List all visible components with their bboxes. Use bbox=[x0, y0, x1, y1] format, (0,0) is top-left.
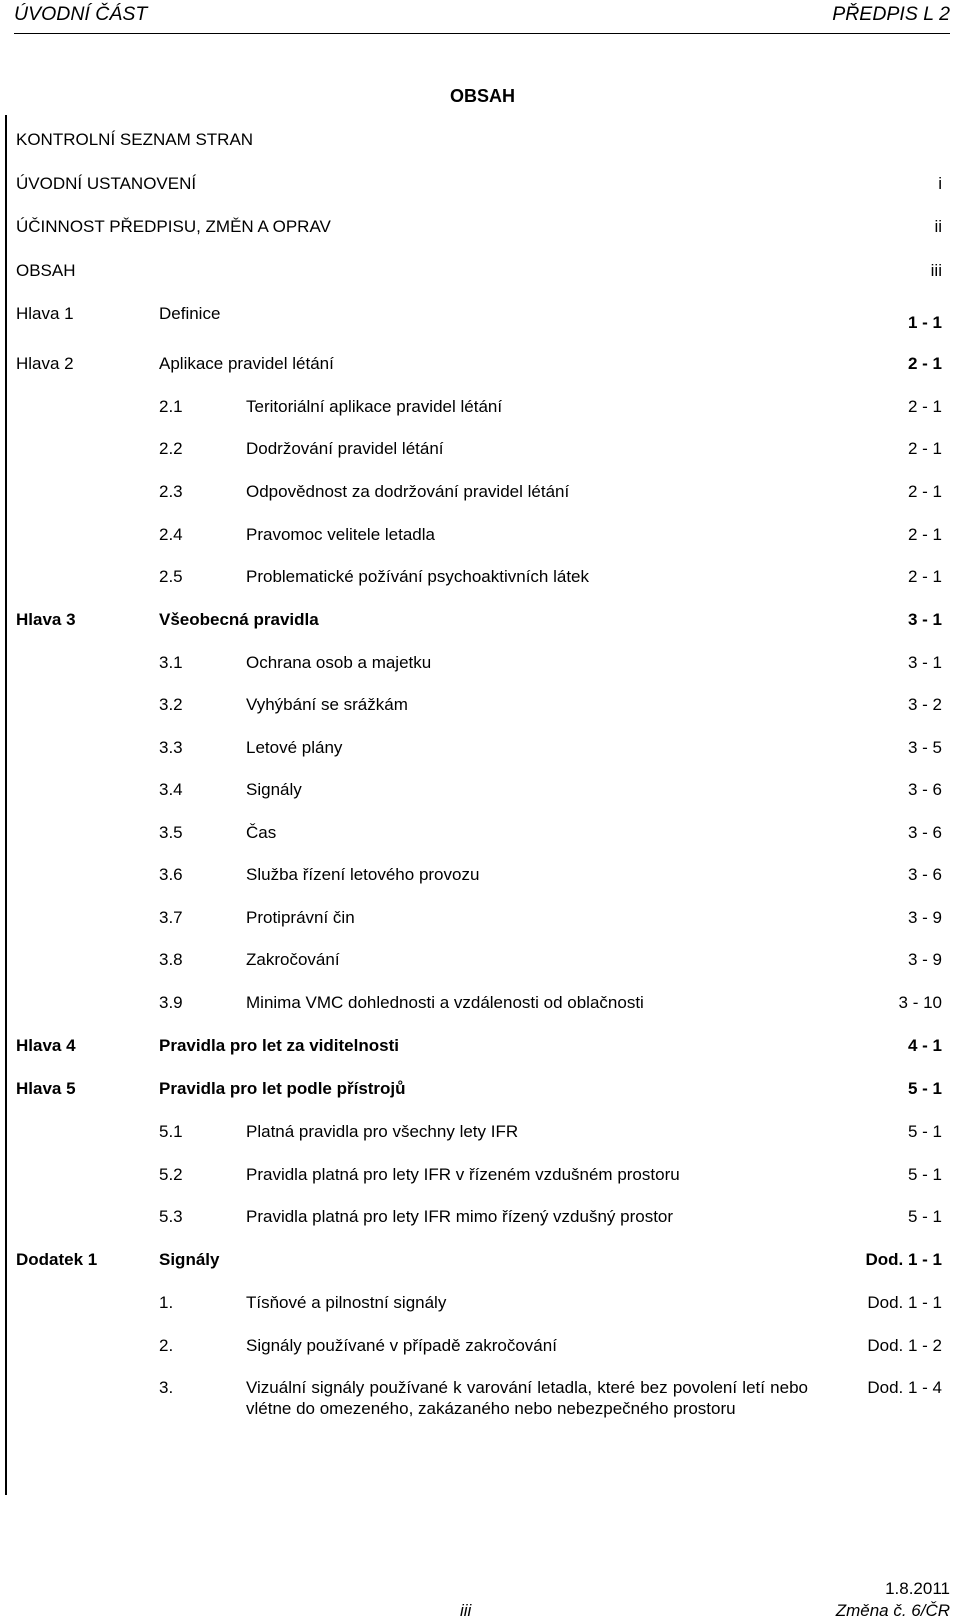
toc-chapter-page: 2 - 1 bbox=[907, 354, 942, 373]
toc-chapter-label: Hlava 4 bbox=[16, 1036, 76, 1055]
toc-entry-label: ÚČINNOST PŘEDPISU, ZMĚN A OPRAV bbox=[16, 217, 331, 236]
toc-section-number: 2.3 bbox=[159, 482, 183, 501]
toc-section-page: 2 - 1 bbox=[907, 397, 942, 416]
toc-section-page: 5 - 1 bbox=[907, 1122, 942, 1141]
header-rule bbox=[14, 33, 950, 34]
toc-section-title: Letové plány bbox=[246, 738, 343, 757]
header-section: ÚVODNÍ ČÁST bbox=[14, 3, 148, 25]
toc-chapter-label: Hlava 3 bbox=[16, 610, 76, 629]
toc-chapter-page: 3 - 1 bbox=[907, 610, 942, 629]
toc-entry-label: OBSAH bbox=[16, 261, 76, 280]
toc-section-page: 3 - 2 bbox=[907, 695, 942, 714]
toc-entry-page: i bbox=[938, 174, 942, 193]
toc-chapter-title: Definice bbox=[159, 304, 221, 323]
toc-section-number: 2.1 bbox=[159, 397, 183, 416]
toc-section-title: Protiprávní čin bbox=[246, 908, 355, 927]
toc-section-title: Pravidla platná pro lety IFR v řízeném vzdušném prostoru bbox=[246, 1165, 680, 1184]
toc-section-title: Teritoriální aplikace pravidel létání bbox=[246, 397, 503, 416]
toc-entry-page: iii bbox=[930, 261, 942, 280]
toc-section-page: 2 - 1 bbox=[907, 439, 942, 458]
toc-section-number: 3.7 bbox=[159, 908, 183, 927]
toc-section-title: Pravomoc velitele letadla bbox=[246, 525, 435, 544]
toc-appendix-page: Dod. 1 - 1 bbox=[865, 1250, 942, 1269]
toc-section-number: 3.2 bbox=[159, 695, 183, 714]
toc-chapter-page: 4 - 1 bbox=[907, 1036, 942, 1055]
toc-section-page: 2 - 1 bbox=[907, 567, 942, 586]
header-regulation: PŘEDPIS L 2 bbox=[832, 3, 950, 25]
toc-section-title: Pravidla platná pro lety IFR mimo řízený vzdušný prostor bbox=[246, 1207, 674, 1226]
toc-chapter-label: Hlava 1 bbox=[16, 304, 74, 323]
toc-section-title: Tísňové a pilnostní signály bbox=[246, 1293, 447, 1312]
toc-section-page: 5 - 1 bbox=[907, 1165, 942, 1184]
toc-section-page: 3 - 6 bbox=[907, 865, 942, 884]
toc-section-number: 2.4 bbox=[159, 525, 183, 544]
toc-section-title: Odpovědnost za dodržování pravidel létání bbox=[246, 482, 570, 501]
footer-change: Změna č. 6/ČR bbox=[835, 1601, 950, 1620]
toc-section-page: 2 - 1 bbox=[907, 525, 942, 544]
toc-section-number: 1. bbox=[159, 1293, 174, 1312]
toc-chapter-title: Pravidla pro let podle přístrojů bbox=[159, 1079, 406, 1098]
toc-chapter-title: Aplikace pravidel létání bbox=[159, 354, 334, 373]
toc-section-number: 3.9 bbox=[159, 993, 183, 1012]
toc-section-title: Čas bbox=[246, 823, 277, 842]
toc-section-number: 2. bbox=[159, 1336, 174, 1355]
toc-section-number: 3.6 bbox=[159, 865, 183, 884]
toc-appendix-title: Signály bbox=[159, 1250, 220, 1269]
toc-section-title: Minima VMC dohlednosti a vzdálenosti od oblačnosti bbox=[246, 993, 644, 1012]
toc-section-number: 3.5 bbox=[159, 823, 183, 842]
toc-section-number: 2.5 bbox=[159, 567, 183, 586]
toc-entry-page: ii bbox=[934, 217, 942, 236]
toc-section-title: Ochrana osob a majetku bbox=[246, 653, 432, 672]
toc-chapter-page: 5 - 1 bbox=[907, 1079, 942, 1098]
toc-chapter-label: Hlava 5 bbox=[16, 1079, 76, 1098]
toc-section-page: 3 - 6 bbox=[907, 780, 942, 799]
toc-section-number: 3. bbox=[159, 1378, 174, 1397]
toc-section-page: 3 - 9 bbox=[907, 908, 942, 927]
toc-section-number: 3.1 bbox=[159, 653, 183, 672]
toc-entry-label: KONTROLNÍ SEZNAM STRAN bbox=[16, 130, 254, 149]
footer-page-number: iii bbox=[460, 1601, 472, 1620]
toc-section-page: Dod. 1 - 1 bbox=[867, 1293, 942, 1312]
toc-title: OBSAH bbox=[450, 86, 516, 106]
toc-section-title: Problematické požívání psychoaktivních látek bbox=[246, 567, 590, 586]
toc-chapter-page: 1 - 1 bbox=[907, 313, 942, 332]
toc-section-page: 3 - 10 bbox=[898, 993, 942, 1012]
toc-section-number: 3.3 bbox=[159, 738, 183, 757]
toc-section-page: Dod. 1 - 4 bbox=[867, 1378, 942, 1397]
toc-chapter-label: Hlava 2 bbox=[16, 354, 74, 373]
toc-section-number: 5.2 bbox=[159, 1165, 183, 1184]
toc-chapter-title: Všeobecná pravidla bbox=[159, 610, 319, 629]
toc-section-title: Služba řízení letového provozu bbox=[246, 865, 480, 884]
toc-section-number: 2.2 bbox=[159, 439, 183, 458]
toc-section-title: Platná pravidla pro všechny lety IFR bbox=[246, 1122, 519, 1141]
toc-section-page: 3 - 1 bbox=[907, 653, 942, 672]
change-bar bbox=[5, 115, 7, 1495]
toc-section-title: Dodržování pravidel létání bbox=[246, 439, 444, 458]
toc-chapter-title: Pravidla pro let za viditelnosti bbox=[159, 1036, 399, 1055]
toc-section-title: Vizuální signály používané k varování letadla, které bez povolení letí nebo vlétne do omezeného, zakázaného nebo nebezpečného prostoru bbox=[246, 1378, 808, 1418]
toc-section-page: 3 - 9 bbox=[907, 950, 942, 969]
toc-section-page: 3 - 5 bbox=[907, 738, 942, 757]
toc-section-title: Zakročování bbox=[246, 950, 340, 969]
toc-section-number: 3.4 bbox=[159, 780, 183, 799]
toc-entry-label: ÚVODNÍ USTANOVENÍ bbox=[16, 174, 197, 193]
toc-section-page: 3 - 6 bbox=[907, 823, 942, 842]
toc-section-title: Vyhýbání se srážkám bbox=[246, 695, 408, 714]
toc-section-title: Signály bbox=[246, 780, 302, 799]
toc-section-page: Dod. 1 - 2 bbox=[867, 1336, 942, 1355]
toc-appendix-label: Dodatek 1 bbox=[16, 1250, 98, 1269]
footer-date: 1.8.2011 bbox=[885, 1579, 950, 1598]
toc-section-number: 5.1 bbox=[159, 1122, 183, 1141]
toc-section-page: 5 - 1 bbox=[907, 1207, 942, 1226]
toc-section-page: 2 - 1 bbox=[907, 482, 942, 501]
toc-section-title: Signály používané v případě zakročování bbox=[246, 1336, 557, 1355]
toc-section-number: 5.3 bbox=[159, 1207, 183, 1226]
toc-section-number: 3.8 bbox=[159, 950, 183, 969]
